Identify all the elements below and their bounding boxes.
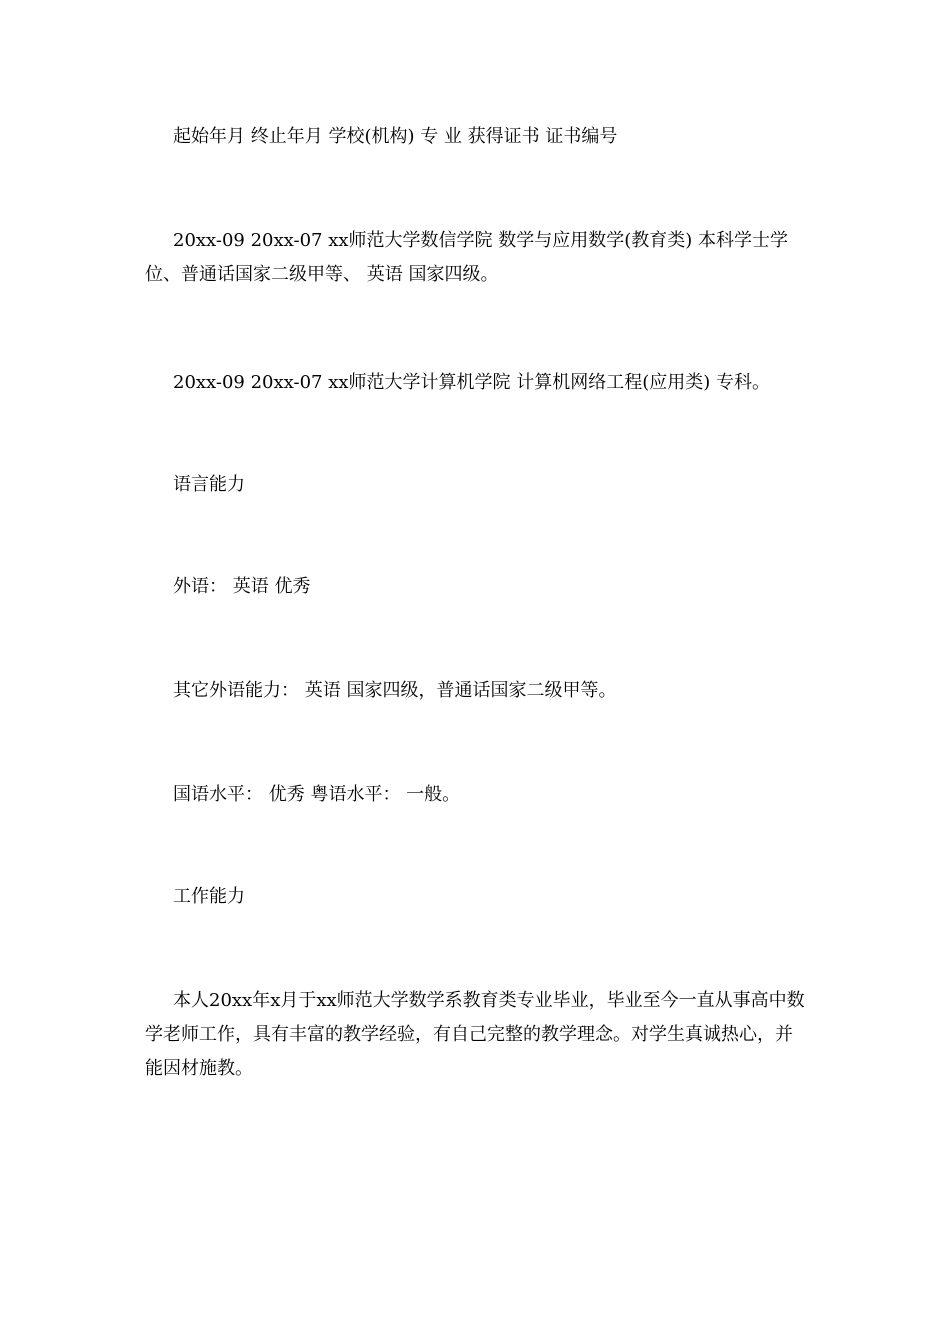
work-ability-paragraph: 本人20xx年x月于xx师范大学数学系教育类专业毕业，毕业至今一直从事高中数学老师工作，具有丰富的教学经验，有自己完整的教学理念。对学生真诚热心，并能因材施教。	[145, 990, 805, 1079]
section-heading-work: 工作能力	[173, 886, 245, 907]
section-heading-language: 语言能力	[173, 474, 245, 495]
foreign-language-line: 外语： 英语 优秀	[173, 576, 311, 597]
education-table-header: 起始年月 终止年月 学校(机构) 专 业 获得证书 证书编号	[173, 126, 618, 147]
other-language-line: 其它外语能力： 英语 国家四级，普通话国家二级甲等。	[173, 680, 617, 701]
education-entry-college: 20xx-09 20xx-07 xx师范大学计算机学院 计算机网络工程(应用类) 专科。	[173, 372, 770, 393]
education-entry-undergraduate: 20xx-09 20xx-07 xx师范大学数信学院 数学与应用数学(教育类) 本科学士学位、普通话国家二级甲等、 英语 国家四级。	[145, 230, 788, 285]
mandarin-cantonese-line: 国语水平： 优秀 粤语水平： 一般。	[173, 784, 461, 805]
